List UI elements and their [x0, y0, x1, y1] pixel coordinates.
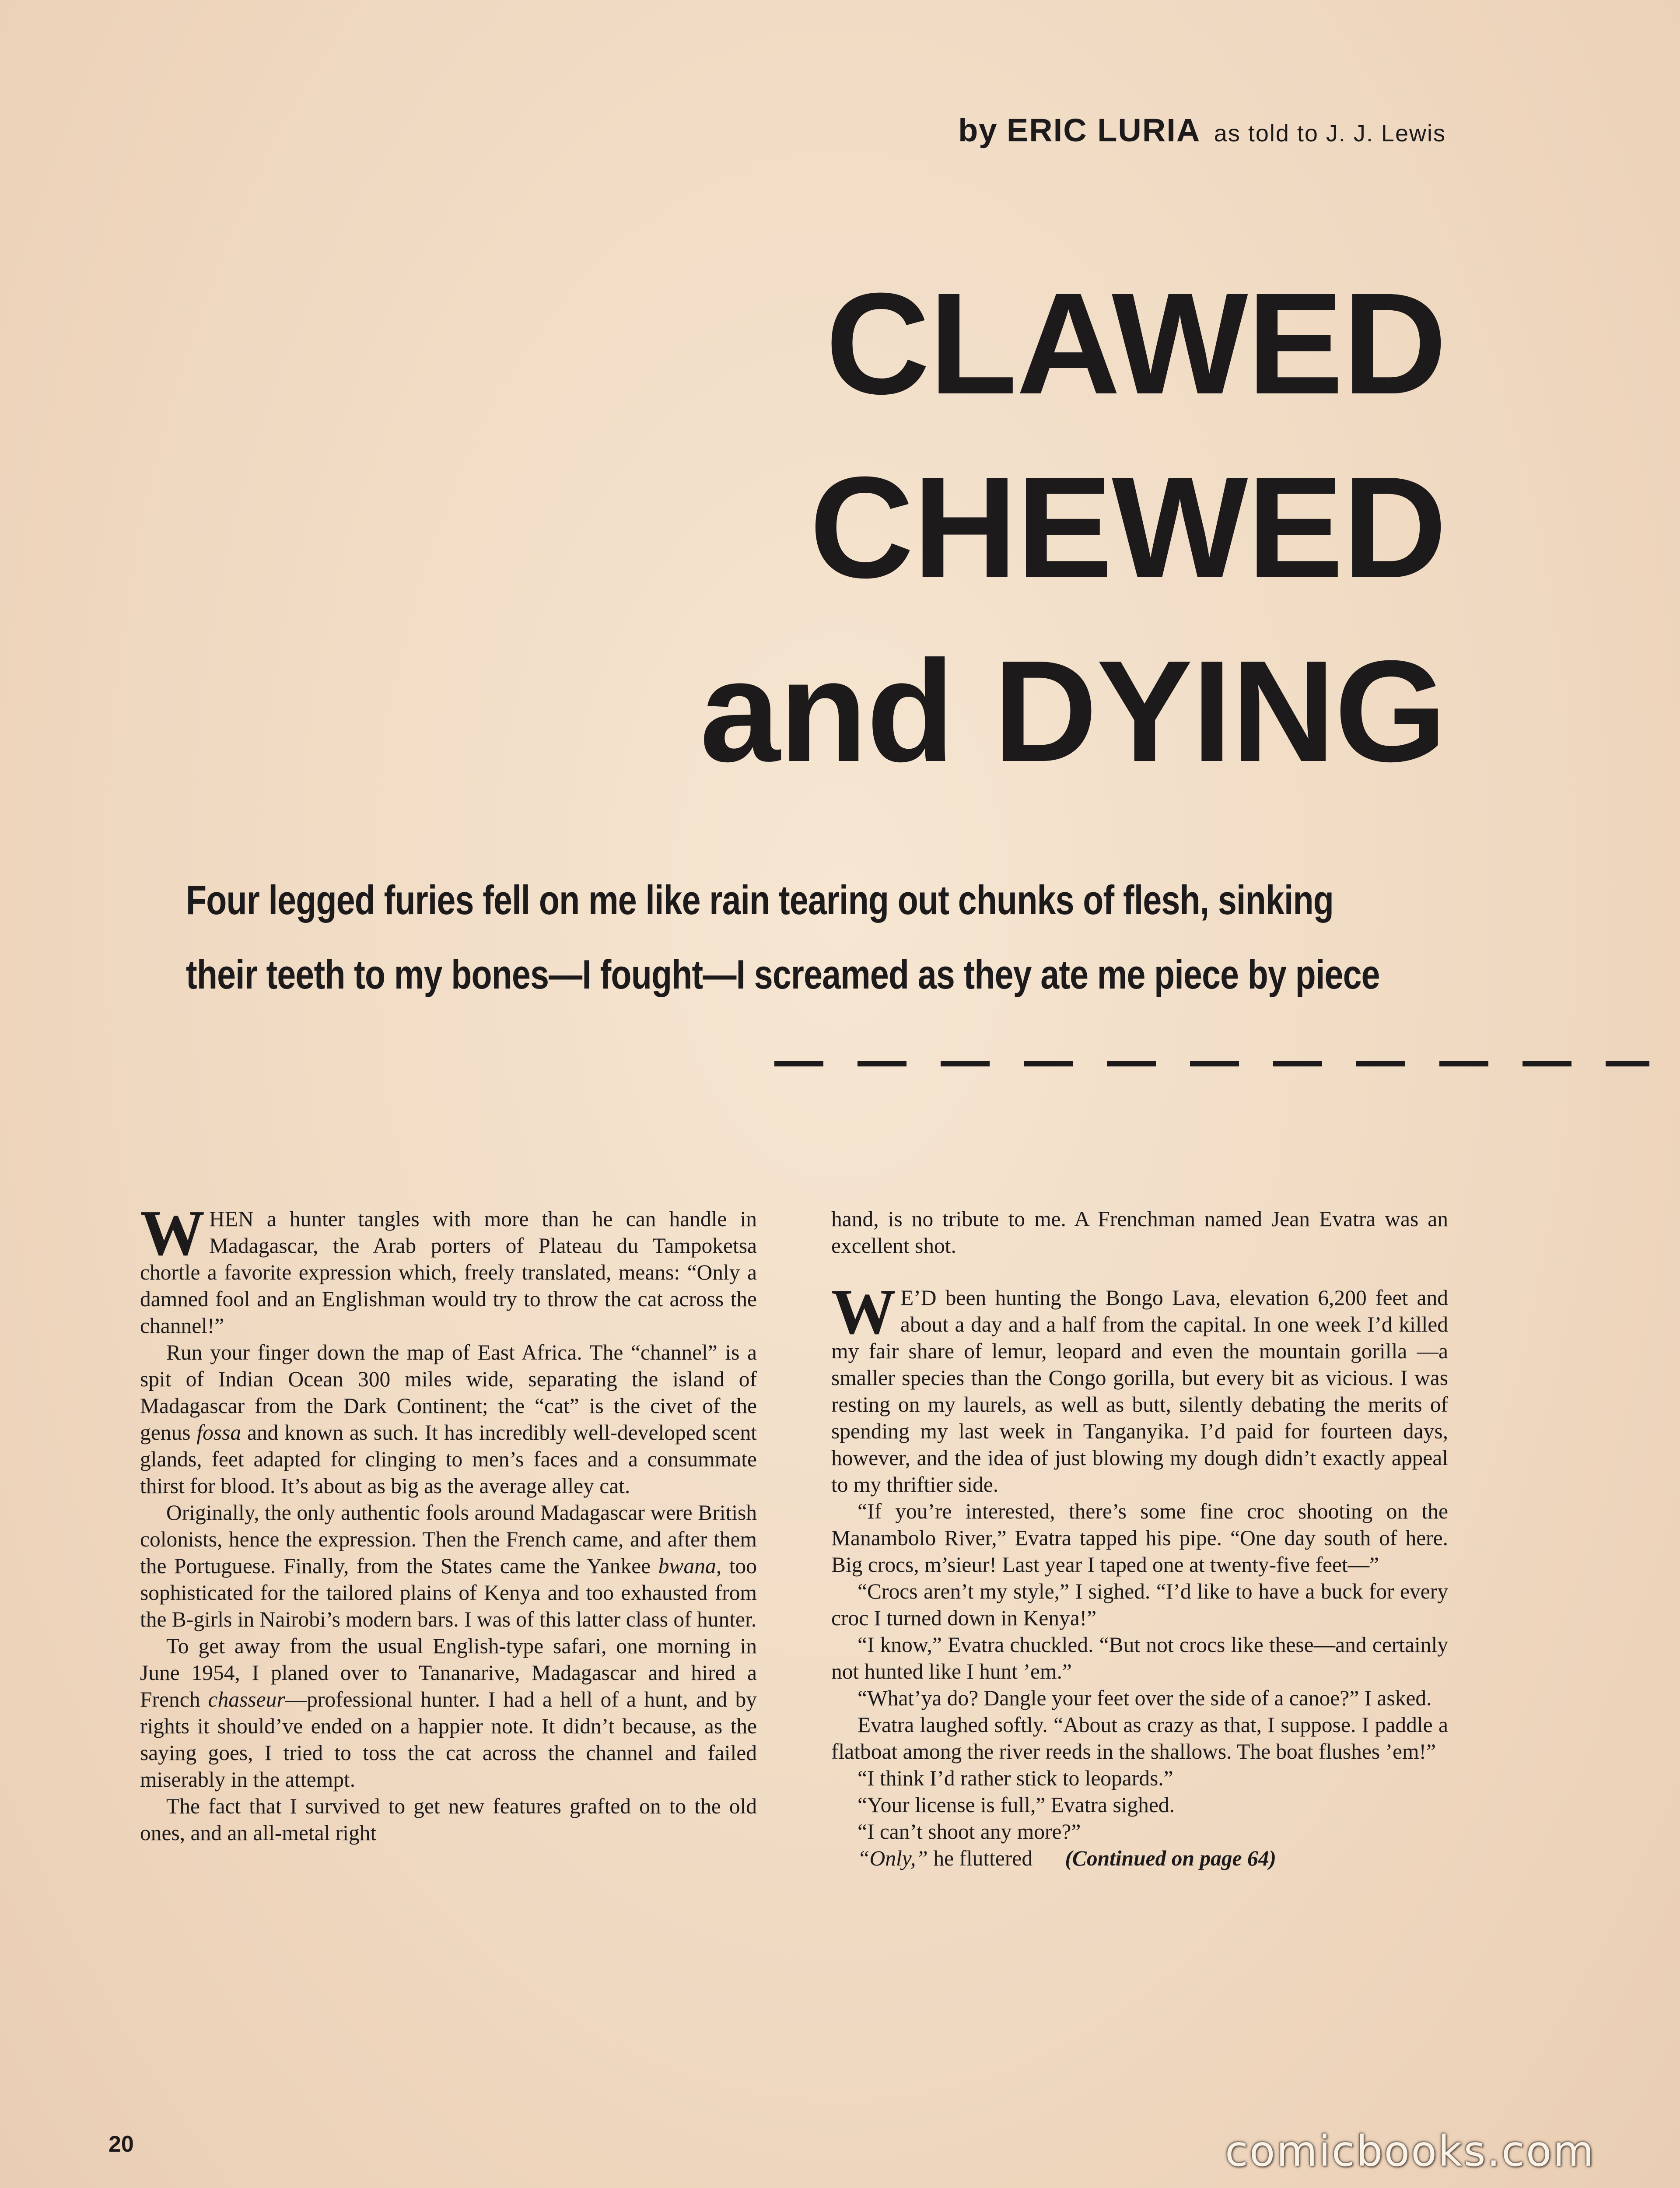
- byline-author: ERIC LURIA: [1006, 112, 1201, 148]
- article-column-2: [831, 1206, 1448, 1872]
- paragraph: The fact that I survived to get new features grafted on to the old ones, and an all-metal right: [140, 1794, 757, 1845]
- italic-term: fossa: [196, 1420, 242, 1445]
- title-line-3: and DYING: [700, 630, 1446, 792]
- paragraph: [831, 1845, 1448, 1872]
- title-line-1: CLAWED: [826, 263, 1446, 424]
- paragraph-text: too sophisticated for the tailored plains of Kenya and too exhausted from the B-girls in Nairobi’s modern bars. I was of this latter class of hunter.: [140, 1554, 757, 1631]
- watermark-logo: comicbooks.com: [1225, 2127, 1596, 2176]
- paragraph-text: Run your finger down the map of East Africa. The “channel” is a spit of Indian Ocean 300 miles wide, separating the island of Madagascar from the Dark Continent; the “cat” is the civet of the genus: [140, 1340, 757, 1445]
- italic-term: “Only,”: [858, 1846, 928, 1870]
- paragraph: “Your license is full,” Evatra sighed.: [858, 1793, 1175, 1817]
- paragraph: “What’ya do? Dangle your feet over the side of a canoe?” I asked.: [858, 1686, 1432, 1710]
- drop-cap: W: [831, 1276, 896, 1348]
- lead-in: E’D: [900, 1286, 937, 1310]
- paragraph: “I know,” Evatra chuckled. “But not crocs like these—and certainly not hunted like I hunt ’em.”: [831, 1633, 1448, 1683]
- paragraph-text: a hunter tangles with more than he can handle in Madagascar, the Arab porters of Plateau du Tampoketsa chortle a favorite expression which, freely translated, means: “Only a damned fool and an Englishman would try to throw the cat across the channel!”: [140, 1207, 757, 1338]
- subhead-line-2: their teeth to my bones—I fought—I screamed as they ate me piece by piece: [186, 951, 1380, 997]
- byline-told-to: as told to J. J. Lewis: [1214, 120, 1446, 147]
- paragraph-text: been hunting the Bongo Lava, elevation 6,200 feet and about a day and a half from the capital. In one week I’d killed my fair share of lemur, leopard and even the mountain gorilla —a smaller species than the Congo gorilla, but every bit as vicious. I was resting on my laurels, as well as butt, silently debating the merits of spending my last week in Tanganyika. I’d paid for fourteen days, however, and the idea of just blowing my dough didn’t exactly appeal to my thriftier side.: [831, 1286, 1448, 1497]
- paragraph-text: —professional hunter. I had a hell of a hunt, and by rights it should’ve ended on a happier note. It didn’t because, as the saying goes, I tried to toss the cat across the channel and failed miserably in the attempt.: [140, 1687, 757, 1792]
- italic-term: chasseur: [208, 1687, 285, 1711]
- paragraph: “I think I’d rather stick to leopards.”: [858, 1766, 1173, 1790]
- paragraph: [140, 1499, 757, 1633]
- paragraph-text: he fluttered: [928, 1846, 1033, 1870]
- drop-cap: W: [140, 1197, 205, 1269]
- page-number: 20: [108, 2132, 134, 2157]
- paragraph: “Crocs aren’t my style,” I sighed. “I’d like to have a buck for every croc I turned down in Kenya!”: [831, 1579, 1448, 1630]
- paragraph: [140, 1339, 757, 1499]
- title-line-2: CHEWED: [809, 446, 1446, 608]
- paragraph: [140, 1633, 757, 1793]
- paragraph: hand, is no tribute to me. A Frenchman named Jean Evatra was an excellent shot.: [831, 1207, 1448, 1258]
- paragraph: “I can’t shoot any more?”: [858, 1820, 1081, 1844]
- paragraph: “If you’re interested, there’s some fine croc shooting on the Manambolo River,” Evatra tapped his pipe. “One day south of here. Big crocs, m’sieur! Last year I taped one at twenty-five feet—”: [831, 1499, 1448, 1577]
- article-column-1: [140, 1197, 757, 1846]
- byline-by: by: [958, 112, 998, 148]
- paragraph-text: To get away from the usual English-type safari, one morning in June 1954, I planed over to Tananarive, Madagascar and hired a French: [140, 1634, 757, 1711]
- byline: [958, 112, 1446, 149]
- lead-in: HEN: [209, 1207, 254, 1231]
- paragraph-text: and known as such. It has incredibly well-developed scent glands, feet adapted for clinging to men’s faces and a consummate thirst for blood. It’s about as big as the average alley cat.: [140, 1420, 757, 1498]
- dashed-divider: [774, 1061, 1649, 1066]
- paragraph: [831, 1276, 1448, 1498]
- continued-notice: (Continued on page 64): [1065, 1846, 1277, 1870]
- italic-term: bwana,: [658, 1554, 722, 1578]
- paragraph: [140, 1197, 757, 1339]
- paragraph-text: Originally, the only authentic fools around Madagascar were British colonists, hence the expression. Then the French came, and after them the Portuguese. Finally, from the States came the Yankee: [140, 1501, 757, 1578]
- subhead-line-1: Four legged furies fell on me like rain tearing out chunks of flesh, sinking: [186, 877, 1334, 923]
- paragraph: Evatra laughed softly. “About as crazy as that, I suppose. I paddle a flatboat among the river reeds in the shallows. The boat flushes ’em!”: [831, 1713, 1448, 1764]
